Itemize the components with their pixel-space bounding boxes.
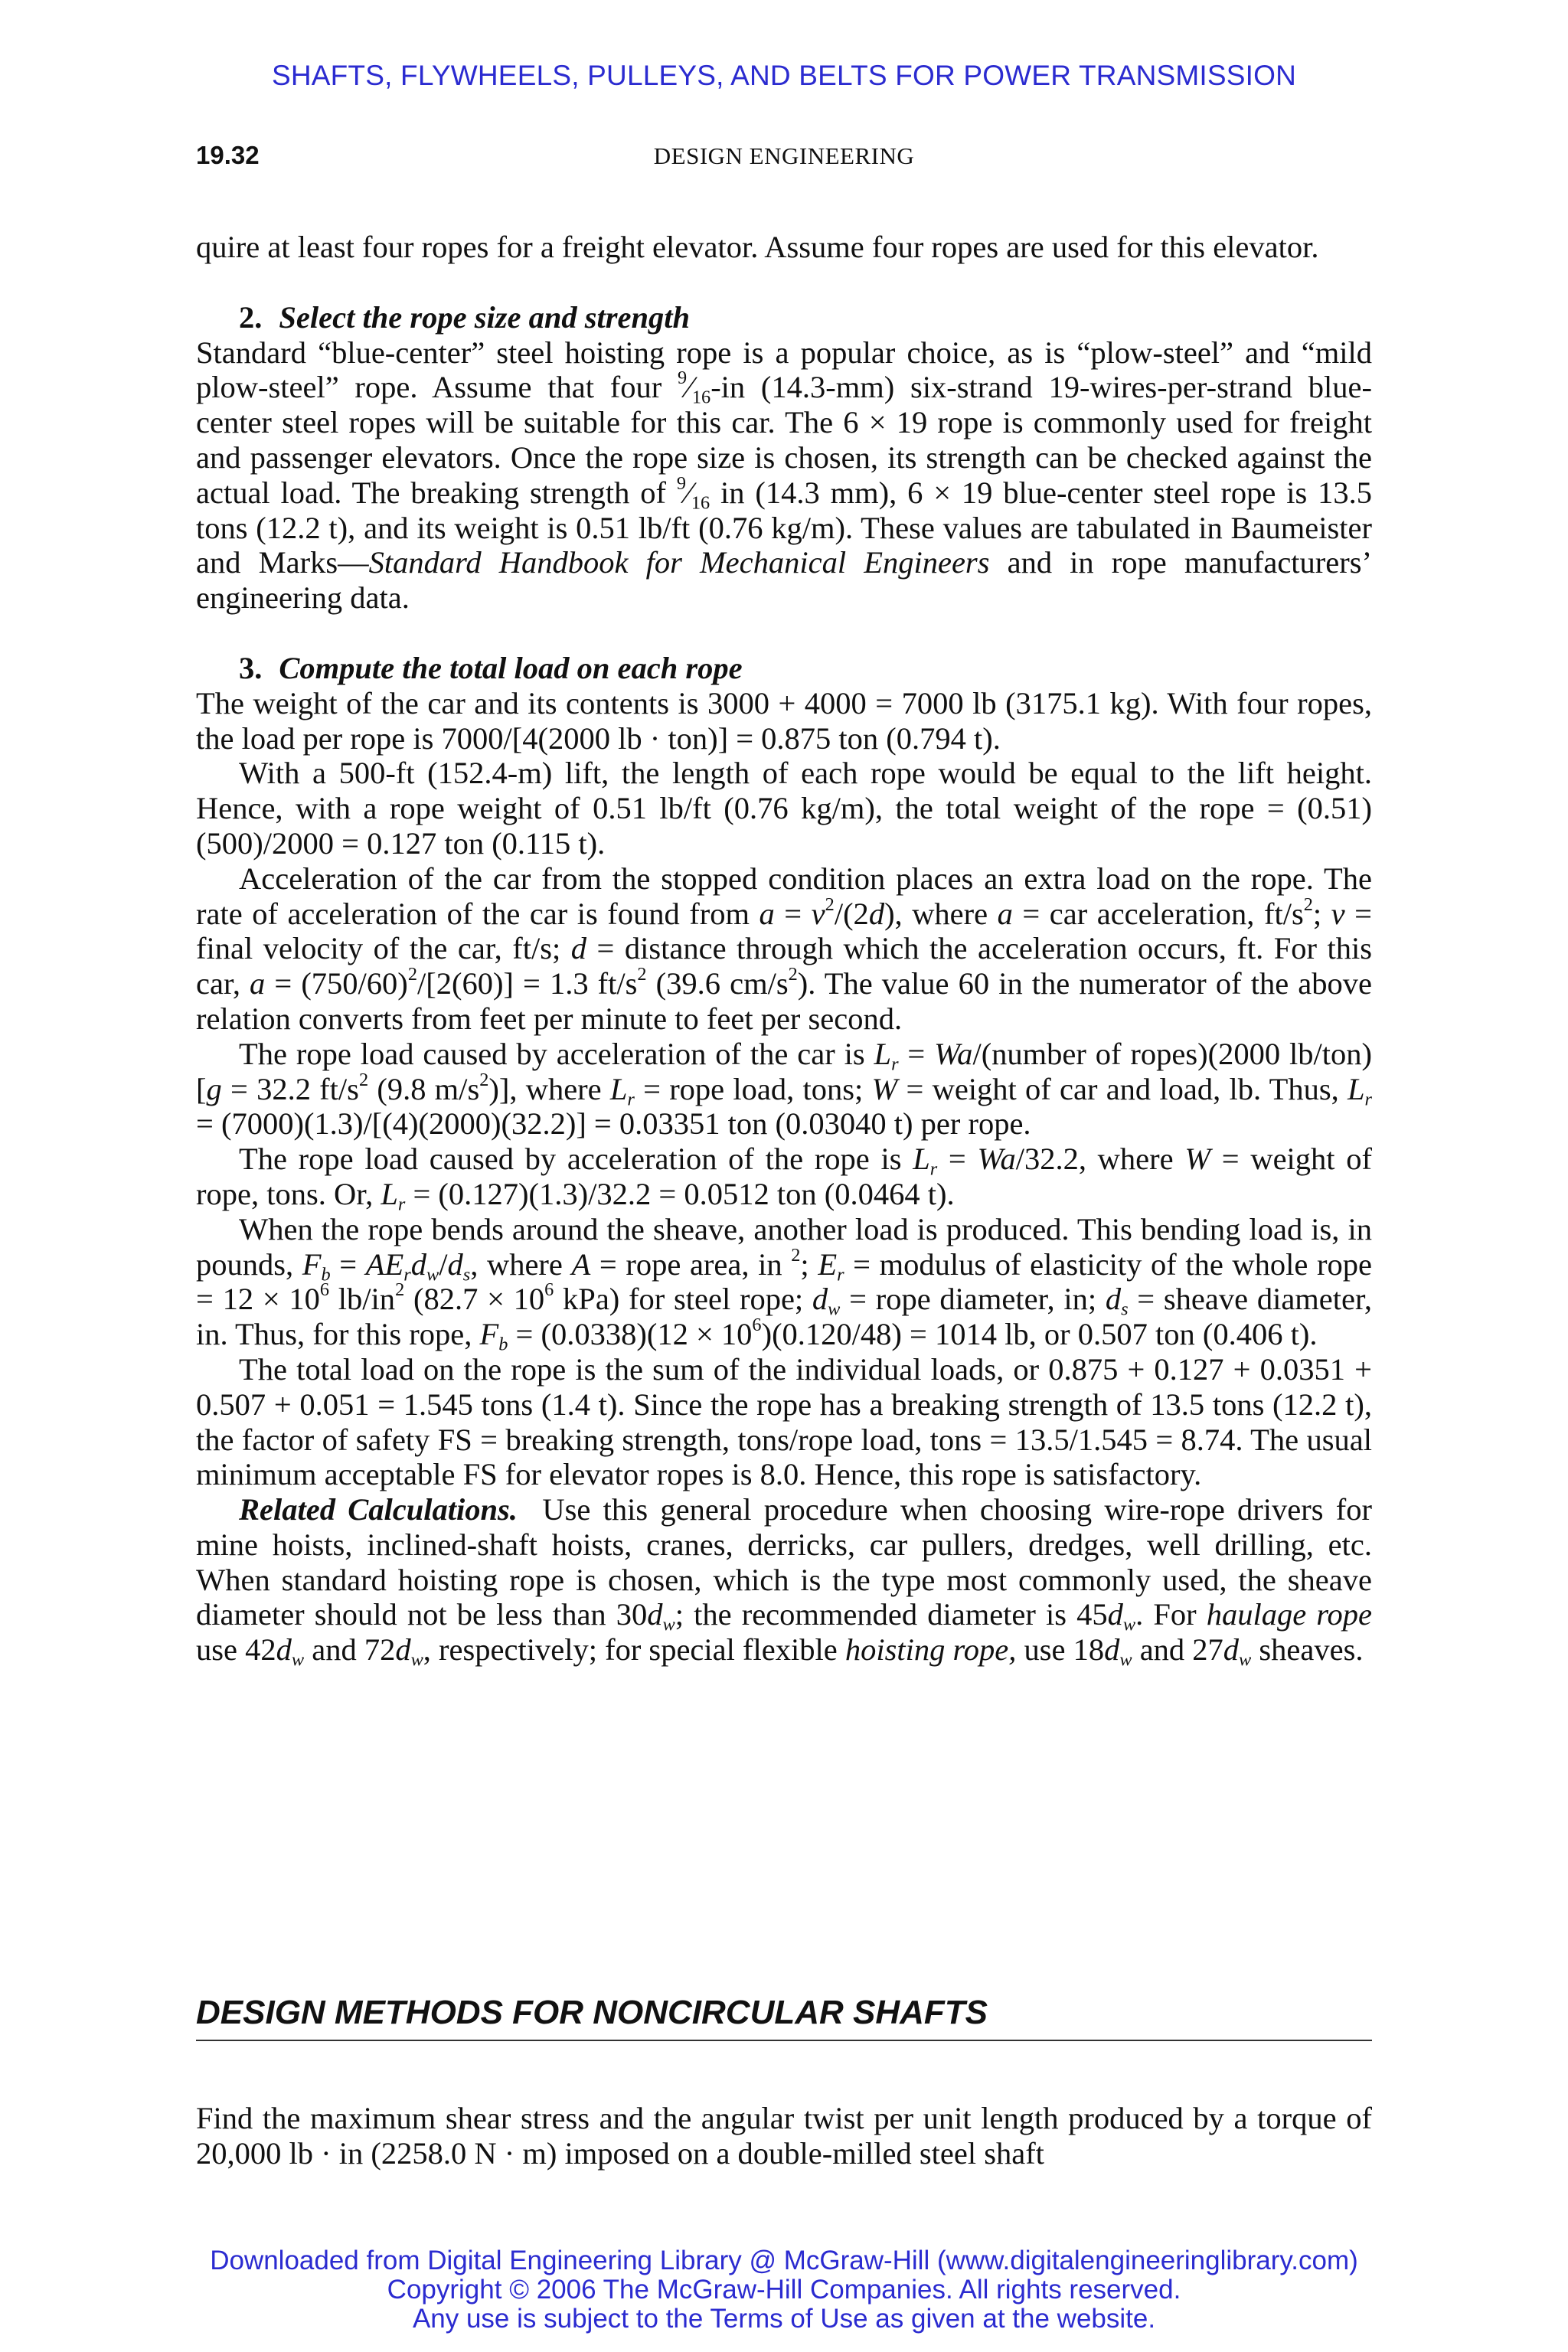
step-3-paragraph-3: Acceleration of the car from the stopped condition places an extra load on the rope. The rate of acceleration of the car is found from $a = v^2/(2d)$, where a = car acceleration, $ft/s^2$; v = final velocity of the car, ft/s; d = distance through which the acceleration occurs, ft. For this car, $a = (750/60)^2/[2(60)] = 1.3$ $ft/s^2$ (39.6 $cm/s^2$). The value 60 in the numerator of the above relation converts from feet per minute to feet per second.	[196, 861, 1372, 1036]
step-2-title: Select the rope size and strength	[279, 299, 691, 335]
footer-download-line[interactable]: Downloaded from Digital Engineering Library @ McGraw-Hill (www.digitalengineeringlibrary.com)	[210, 2246, 1358, 2275]
step-3-paragraph-5: The rope load caused by acceleration of the rope is $L_r = Wa/32.2$, where W = weight of rope, tons. Or, $L_r = (0.127)(1.3)/32.2 = 0.0512$ ton (0.0464 t).	[196, 1142, 1372, 1215]
step-2-paragraph: Standard “blue-center” steel hoisting rope is a popular choice, as is “plow-steel” and “mild plow-steel” rope. Assume that four $^9⁄_{16}-in$ (14.3-mm) six-strand 19-wires-per-strand blue-center steel ropes will be suitable for this car. The 6 × 19 rope is commonly used for freight and passenger elevators. Once the rope size is chosen, its strength can be checked against the actual load. The breaking strength of $^9⁄_{16}$ in (14.3 mm), 6 × 19 blue-center steel rope is 13.5 tons (12.2 t), and its weight is 0.51 lb/ft (0.76 kg/m). These values are tabulated in Baumeister and Marks—Standard Handbook for Mechanical Engineers and in rope manufacturers’ engineering data.	[196, 335, 1373, 616]
problem-paragraph: Find the maximum shear stress and the angular twist per unit length produced by a torque of 20,000 lb · in (2258.0 N · m) imposed on a double-milled steel shaft	[196, 2101, 1372, 2171]
page-number: 19.32	[196, 141, 260, 169]
step-3-paragraph-6: When the rope bends around the sheave, another load is produced. This bending load is, in pounds, $F_b = AE_rd_w/d_s$, where A = rope area, in $^2$; $E_r$ = modulus of elasticity of the whole rope = $12 \times 10^6$ $lb/in^2$ ($82.7 \times 10^6$ kPa) for steel rope; $d_w$ = rope diameter, in; $d_s$ = sheave diameter, in. Thus, for this rope, $F_b = (0.0338)(12 \times 10^6)(0.120/48) = 1014$ lb, or 0.507 ton (0.406 t).	[196, 1211, 1373, 1355]
intro-paragraph: quire at least four ropes for a freight elevator. Assume four ropes are used for this elevator.	[196, 230, 1319, 264]
related-calculations-label: Related Calculations.	[239, 1492, 518, 1527]
step-3-title: Compute the total load on each rope	[279, 650, 743, 685]
step-2-heading	[196, 300, 1372, 335]
step-3-paragraph-1: The weight of the car and its contents is 3000 + 4000 = 7000 lb (3175.1 kg). With four ropes, the load per rope is 7000/[4(2000 lb · ton)] = 0.875 ton (0.794 t).	[196, 685, 1372, 756]
step-3-heading	[196, 651, 1372, 686]
problem-statement	[196, 2101, 1372, 2171]
related-calculations-paragraph: Related Calculations. Use this general procedure when choosing wire-rope drivers for mine hoists, inclined-shaft hoists, cranes, derricks, car pullers, dredges, well drilling, etc. When standard hoisting rope is chosen, which is the type most commonly used, the sheave diameter should not be less than $30d_w$; the recommended diameter is $45d_w$. For haulage rope use $42d_w$ and $72d_w$, respectively; for special flexible hoisting rope, use $18d_w$ and $27d_w$ sheaves.	[196, 1492, 1373, 1671]
step-3-number: 3.	[239, 650, 263, 685]
step-3-paragraph-7: The total load on the rope is the sum of the individual loads, or 0.875 + 0.127 + 0.0351 + 0.507 + 0.051 = 1.545 tons (1.4 t). Since the rope has a breaking strength of 13.5 tons (12.2 t), the factor of safety FS = breaking strength, tons/rope load, tons = 13.5/1.545 = 8.74. The usual minimum acceptable FS for elevator ropes is 8.0. Hence, this rope is satisfactory.	[196, 1351, 1372, 1492]
step-2-number: 2.	[239, 299, 263, 335]
step-3-paragraph-4: The rope load caused by acceleration of the car is $L_r$ = Wa/(number of ropes)(2000 lb/ton) [g = 32.2 $ft/s^2$ (9.8 $m/s^2$)], where $L_r$ = rope load, tons; W = weight of car and load, lb. Thus, $L_r = (7000)(1.3)/[(4)(2000)(32.2)] = 0.03351$ ton (0.03040 t) per rope.	[196, 1036, 1372, 1142]
footer-terms-line: Any use is subject to the Terms of Use as given at the website.	[412, 2304, 1156, 2334]
section-title: DESIGN METHODS FOR NONCIRCULAR SHAFTS	[196, 1994, 1372, 2041]
chapter-banner: SHAFTS, FLYWHEELS, PULLEYS, AND BELTS FOR POWER TRANSMISSION	[271, 60, 1297, 91]
step-3-paragraph-2: With a 500-ft (152.4-m) lift, the length of each rope would be equal to the lift height. Hence, with a rope weight of 0.51 lb/ft (0.76 kg/m), the total weight of the rope = (0.51)(500)/2000 = 0.127 ton (0.115 t).	[196, 756, 1372, 861]
running-head: DESIGN ENGINEERING	[653, 142, 915, 169]
footer	[0, 2246, 1568, 2334]
body-text	[196, 230, 1373, 1671]
footer-copyright-line: Copyright © 2006 The McGraw-Hill Companies. All rights reserved.	[387, 2275, 1181, 2305]
